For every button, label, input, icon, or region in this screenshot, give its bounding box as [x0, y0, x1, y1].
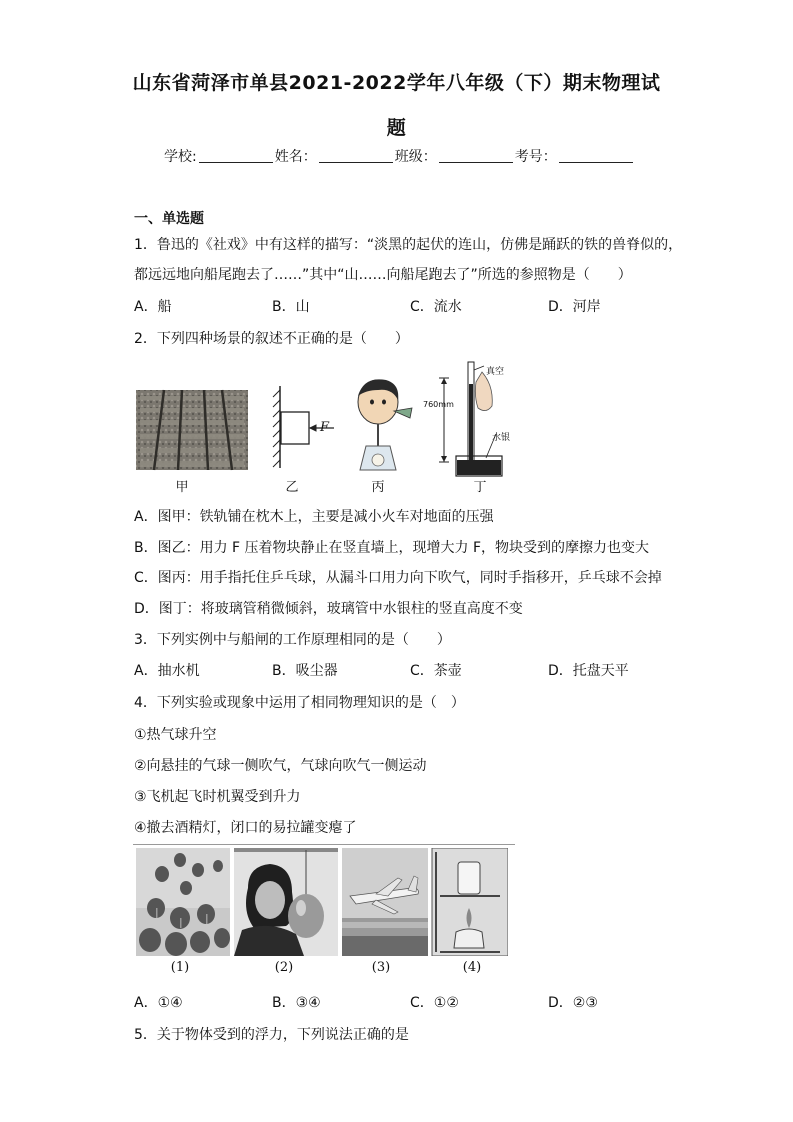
force-f-label: F: [320, 420, 330, 435]
hot-air-balloons-photo: [136, 848, 230, 956]
figure-label-yi: 乙: [285, 480, 299, 495]
figure-label-jia: 甲: [175, 480, 189, 495]
school-blank: [199, 148, 273, 163]
name-blank: [319, 148, 393, 163]
airplane-takeoff-photo: [342, 848, 428, 956]
q4-item-1: ①热气球升空: [134, 727, 217, 743]
railroad-track-image: [136, 390, 248, 470]
vacuum-label: 真空: [486, 367, 505, 377]
q3-option-d: D．托盘天平: [548, 663, 629, 679]
can-alcohol-lamp-photo: [432, 848, 508, 956]
q3-option-b: B．吸尘器: [272, 663, 338, 679]
exam-no-label: 考号：: [514, 149, 557, 165]
q4-item-2: ②向悬挂的气球一侧吹气，气球向吹气一侧运动: [134, 758, 427, 774]
exam-no-blank: [559, 148, 633, 163]
class-blank: [439, 148, 513, 163]
school-label: 学校:: [164, 149, 197, 165]
figure-top-rule: [133, 844, 515, 845]
q2-option-d: D．图丁：将玻璃管稍微倾斜，玻璃管中水银柱的竖直高度不变: [134, 601, 523, 617]
q1-stem-line2: 都远远地向船尾跑去了……”其中“山……向船尾跑去了”所选的参照物是（ ）: [134, 267, 632, 283]
q4-figure-svg: [136, 848, 508, 956]
q1-option-b: B．山: [272, 299, 310, 315]
q1-option-d: D．河岸: [548, 299, 601, 315]
q3-option-a: A．抽水机: [134, 663, 200, 679]
q3-stem: 3．下列实例中与船闸的工作原理相同的是（ ）: [134, 632, 451, 648]
q4-option-c: C．①②: [410, 995, 459, 1011]
photo-label-4: (4): [462, 960, 482, 975]
photo-label-1: (1): [170, 960, 190, 975]
q2-option-a: A．图甲：铁轨铺在枕木上，主要是减小火车对地面的压强: [134, 509, 494, 525]
figure-label-bing: 丙: [371, 480, 385, 495]
q4-figure: [136, 848, 508, 956]
photo-label-2: (2): [274, 960, 294, 975]
exam-title-continued: 题: [386, 117, 407, 139]
q4-stem: 4．下列实验或现象中运用了相同物理知识的是（ ）: [134, 695, 465, 711]
q4-option-d: D．②③: [548, 995, 598, 1011]
q2-figure: [134, 356, 524, 496]
q2-option-b: B．图乙：用力 F 压着物块静止在竖直墙上，现增大力 F，物块受到的摩擦力也变大: [134, 540, 650, 556]
q4-option-a: A．①④: [134, 995, 183, 1011]
boy-funnel-illustration: [358, 379, 412, 470]
q4-item-4: ④撤去酒精灯，闭口的易拉罐变瘪了: [134, 820, 357, 836]
torricelli-tube-diagram: [439, 362, 505, 476]
q1-option-c: C．流水: [410, 299, 462, 315]
exam-title: 山东省菏泽市单县2021-2022学年八年级（下）期末物理试: [132, 72, 661, 94]
woman-blowing-balloon-photo: [234, 848, 338, 956]
height-760mm-label: 760mm: [423, 400, 454, 409]
q4-item-3: ③飞机起飞时机翼受到升力: [134, 789, 301, 805]
q4-option-b: B．③④: [272, 995, 321, 1011]
figure-label-ding: 丁: [473, 480, 487, 495]
q2-option-c: C．图丙：用手指托住乒乓球，从漏斗口用力向下吹气，同时手指移开，乒乓球不会掉: [134, 570, 662, 586]
q1-option-a: A．船: [134, 299, 172, 315]
section-heading: 一、单选题: [134, 211, 204, 227]
q5-stem: 5．关于物体受到的浮力，下列说法正确的是: [134, 1027, 409, 1043]
name-label: 姓名：: [274, 149, 317, 165]
class-label: 班级：: [394, 149, 437, 165]
q1-stem-line1: 1．鲁迅的《社戏》中有这样的描写：“淡黑的起伏的连山，仿佛是踊跃的铁的兽脊似的，: [134, 237, 683, 253]
photo-label-3: (3): [371, 960, 391, 975]
q2-stem: 2．下列四种场景的叙述不正确的是（ ）: [134, 331, 409, 347]
info-fields: [164, 146, 635, 166]
mercury-label: 水银: [492, 433, 511, 443]
q3-option-c: C．茶壶: [410, 663, 462, 679]
